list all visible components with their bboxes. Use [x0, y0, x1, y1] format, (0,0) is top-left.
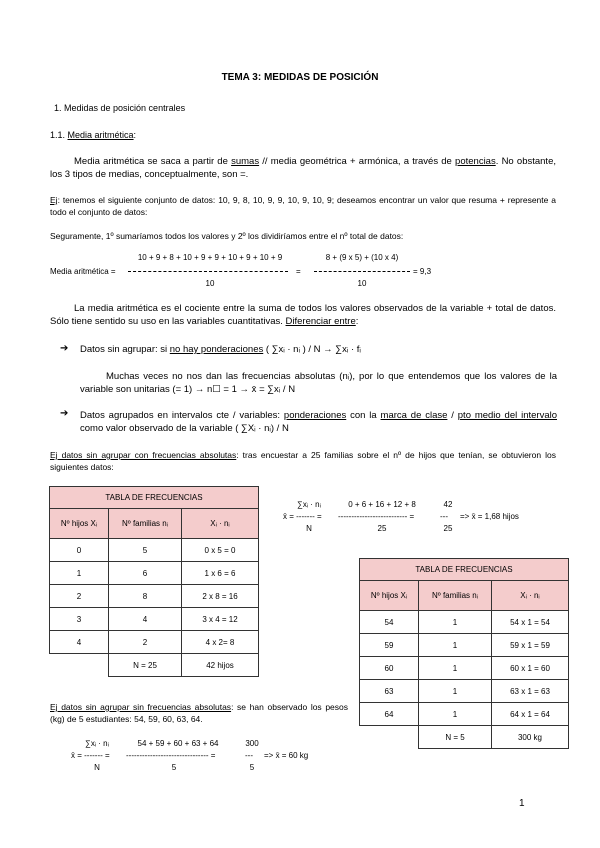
table-header: Nº hijos Xᵢ — [50, 509, 109, 539]
formula-3-symbol-numerator: ∑xᵢ · nᵢ — [85, 739, 109, 748]
table-cell: 63 — [360, 680, 419, 703]
table-cell: 2 — [50, 585, 109, 608]
example-1-text: : tenemos el siguiente conjunto de datos: 10, 9, 8, 10, 9, 9, 10, 9, 10, 9; deseamos encontrar un valor que resuma + represente a todo el conjunto de datos: — [50, 195, 556, 217]
bullet-2-text-d: como valor observado de la variable ( ∑Xᵢ · nᵢ) / N — [80, 423, 289, 434]
page-number: 1 — [519, 798, 525, 809]
formula-2-dashes: -------------------------- = — [338, 512, 415, 521]
formula-3-numerator-2: 300 — [245, 739, 259, 748]
table-total-row — [360, 726, 569, 749]
example-1 — [50, 194, 556, 218]
table-row — [360, 703, 569, 726]
formula-2-lhs: x̄ = ------- = — [283, 512, 322, 521]
formula-3-dashes-2: --- — [245, 751, 253, 760]
bullet-1-underlined: no hay ponderaciones — [169, 344, 264, 355]
table-cell: 60 x 1 = 60 — [492, 657, 569, 680]
table-cell: 2 x 8 = 16 — [182, 585, 259, 608]
formula-1-equals: = — [296, 267, 301, 276]
table-row — [50, 562, 259, 585]
formula-1-numerator: 10 + 9 + 8 + 10 + 9 + 9 + 10 + 9 + 10 + 9 — [137, 253, 283, 262]
subsection-heading — [50, 130, 136, 140]
intro-text-a: Media aritmética se saca a partir de — [74, 156, 232, 167]
table-cell: 0 x 5 = 0 — [182, 539, 259, 562]
total-count: N = 25 — [109, 654, 182, 677]
formula-1-denominator-2: 10 — [357, 279, 367, 288]
table-title: TABLA DE FRECUENCIAS — [50, 487, 259, 509]
table-cell: 1 x 6 = 6 — [182, 562, 259, 585]
table-cell: 1 — [419, 680, 492, 703]
table-cell: 54 x 1 = 54 — [492, 611, 569, 634]
formula-2-numerator-2: 42 — [443, 500, 453, 509]
example-1-label: Ej — [50, 195, 58, 205]
table-cell: 3 — [50, 608, 109, 631]
formula-3-numerator: 54 + 59 + 60 + 63 + 64 — [137, 739, 219, 748]
bullet-2-text-c: / — [447, 410, 458, 421]
example-3 — [50, 701, 348, 725]
formula-2-denominator: 25 — [377, 524, 387, 533]
bullet-2-text-a: Datos agrupados en intervalos cte / variables: — [80, 410, 284, 421]
definition-paragraph — [50, 302, 556, 328]
formula-2-symbol-numerator: ∑xᵢ · nᵢ — [297, 500, 321, 509]
table-cell: 2 — [109, 631, 182, 654]
table-cell: 5 — [109, 539, 182, 562]
table-cell: 3 x 4 = 12 — [182, 608, 259, 631]
arrow-bullet-icon: ➔ — [60, 408, 69, 419]
table-cell: 60 — [360, 657, 419, 680]
subsection-number: 1.1. — [50, 130, 68, 140]
table-cell: 0 — [50, 539, 109, 562]
ponderaciones-term: ponderaciones — [283, 410, 347, 421]
page-title: TEMA 3: MEDIDAS DE POSICIÓN — [221, 72, 379, 83]
sumas-term: sumas — [231, 156, 260, 167]
arrow-bullet-icon: ➔ — [60, 343, 69, 354]
table-cell — [360, 726, 419, 749]
bullet-2 — [80, 409, 557, 435]
example-2-text: : tras encuestar a 25 familias sobre el nº de hijos que tenían, se obtuvieron los siguientes datos: — [50, 450, 556, 472]
formula-2-symbol-denominator: N — [306, 524, 312, 533]
total-sum: 300 kg — [492, 726, 569, 749]
table-cell: 63 x 1 = 63 — [492, 680, 569, 703]
bullet-2-text-b: con la — [346, 410, 381, 421]
table-header: Xᵢ · nᵢ — [492, 581, 569, 611]
table-cell: 64 x 1 = 64 — [492, 703, 569, 726]
table-cell: 6 — [109, 562, 182, 585]
formula-3-result: => x̄ = 60 kg — [264, 751, 309, 760]
example-3-label: Ej datos sin agrupar sin frecuencias absolutas — [50, 702, 232, 712]
total-sum: 42 hijos — [182, 654, 259, 677]
bullet-1-detail: Muchas veces no nos dan las frecuencias absolutas (nᵢ), por lo que entendemos que los valores de la variable son unitarias (= 1) → n☐ = 1 → x̄ = ∑xᵢ / N — [80, 371, 557, 395]
intro-text-b: // media geométrica + armónica, a través de — [259, 156, 456, 167]
formula-2-numerator: 0 + 6 + 16 + 12 + 8 — [348, 500, 416, 509]
definition-text: La media aritmética es el cociente entre la suma de todos los valores observados de la variable + total de datos. Sólo tiene sentido su uso en las variables cuantitativas. — [50, 303, 556, 327]
table-cell: 1 — [419, 657, 492, 680]
table-row — [360, 680, 569, 703]
formula-2-dashes-2: --- — [440, 512, 448, 521]
example-2 — [50, 449, 556, 473]
table-header: Nº familias nᵢ — [109, 509, 182, 539]
table-cell: 1 — [50, 562, 109, 585]
formula-1-result: = 9,3 — [413, 267, 432, 276]
formula-1-lhs: Media aritmética = — [50, 267, 116, 276]
table-row — [50, 608, 259, 631]
fraction-bar-2 — [314, 271, 410, 272]
table-cell — [50, 654, 109, 677]
table-cell: 1 — [419, 703, 492, 726]
intro-paragraph — [50, 155, 556, 181]
table-cell: 59 — [360, 634, 419, 657]
subsection-title: Media aritmética — [67, 130, 134, 140]
table-cell: 4 x 2= 8 — [182, 631, 259, 654]
example-2-label: Ej datos sin agrupar con frecuencias absolutas — [50, 450, 237, 460]
formula-1-numerator-2: 8 + (9 x 5) + (10 x 4) — [325, 253, 399, 262]
table-cell: 8 — [109, 585, 182, 608]
formula-3-dashes: ------------------------------- = — [126, 751, 216, 760]
table-cell: 1 — [419, 634, 492, 657]
section-heading: 1. Medidas de posición centrales — [54, 103, 186, 113]
table-header: Nº hijos Xᵢ — [360, 581, 419, 611]
formula-3-denominator-2: 5 — [249, 763, 255, 772]
table-row — [360, 611, 569, 634]
marca-de-clase-term: marca de clase — [380, 410, 448, 421]
table-cell: 54 — [360, 611, 419, 634]
definition-colon: : — [355, 316, 359, 327]
bullet-1-text-b: ( ∑xᵢ · nᵢ ) / N → ∑xᵢ · fᵢ — [263, 344, 361, 355]
table-cell: 59 x 1 = 59 — [492, 634, 569, 657]
table-total-row — [50, 654, 259, 677]
fraction-bar-1 — [128, 271, 288, 272]
table-cell: 64 — [360, 703, 419, 726]
total-count: N = 5 — [419, 726, 492, 749]
table-title: TABLA DE FRECUENCIAS — [360, 559, 569, 581]
table-row — [360, 634, 569, 657]
intro-text-c: . No obstante, los 3 tipos de medias, conceptualmente, son =. — [50, 156, 556, 180]
frequency-table-2 — [359, 558, 569, 749]
seguramente-text: Seguramente, 1º sumaríamos todos los valores y 2º los dividiríamos entre el nº total de datos: — [50, 231, 404, 241]
frequency-table-1 — [49, 486, 259, 677]
formula-3-symbol-denominator: N — [94, 763, 100, 772]
formula-2-result: => x̄ = 1,68 hijos — [460, 512, 519, 521]
subsection-colon: : — [133, 130, 137, 140]
example-3-text: : se han observado los pesos (kg) de 5 estudiantes: 54, 59, 60, 63, 64. — [50, 702, 349, 724]
bullet-1-text-a: Datos sin agrupar: si — [80, 344, 170, 355]
formula-3-lhs: x̄ = ------- = — [71, 751, 110, 760]
formula-2-denominator-2: 25 — [443, 524, 453, 533]
table-cell: 4 — [109, 608, 182, 631]
table-row — [50, 585, 259, 608]
table-cell: 4 — [50, 631, 109, 654]
pto-medio-term: pto medio del intervalo — [457, 410, 558, 421]
diferenciar-term: Diferenciar entre — [285, 316, 356, 327]
table-row — [360, 657, 569, 680]
potencias-term: potencias — [455, 156, 496, 167]
table-row — [50, 539, 259, 562]
formula-3-denominator: 5 — [171, 763, 177, 772]
table-header: Xᵢ · nᵢ — [182, 509, 259, 539]
table-row — [50, 631, 259, 654]
bullet-1 — [80, 344, 361, 355]
formula-1-denominator: 10 — [205, 279, 215, 288]
table-cell: 1 — [419, 611, 492, 634]
table-header: Nº familias nᵢ — [419, 581, 492, 611]
